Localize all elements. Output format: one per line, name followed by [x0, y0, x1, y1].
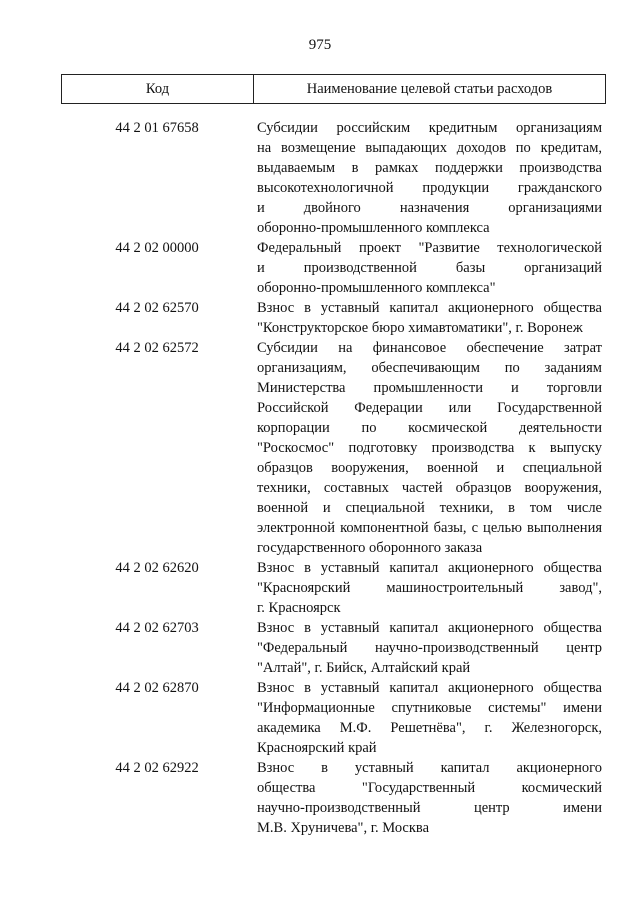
row-name-line: "Федеральный научно-производственный центр: [257, 640, 602, 656]
row-name-line: Российской Федерации или Государственной: [257, 400, 602, 416]
row-code: 44 2 02 00000: [115, 240, 199, 256]
row-name-line: общества "Государственный космический: [257, 780, 602, 796]
table-row: [61, 238, 606, 298]
row-name-line: корпорации по космической деятельности: [257, 420, 602, 436]
row-name-line: образцов вооружения, военной и специальной: [257, 460, 602, 476]
table-row: [61, 678, 606, 758]
table-row: [61, 618, 606, 678]
row-name-line: Субсидии на финансовое обеспечение затрат: [257, 340, 602, 356]
row-name-line: "Красноярский машиностроительный завод",: [257, 580, 602, 596]
table-body: [61, 118, 606, 838]
row-name-line: "Информационные спутниковые системы" имени: [257, 700, 602, 716]
row-name-line: Красноярский край: [257, 740, 377, 756]
row-code: 44 2 02 62922: [115, 760, 199, 776]
row-code: 44 2 01 67658: [115, 120, 199, 136]
row-name-line: М.В. Хруничева", г. Москва: [257, 820, 430, 836]
table-row: [61, 558, 606, 618]
row-name-line: организациям, обеспечивающим по заданиям: [257, 360, 602, 376]
row-name: [253, 238, 606, 298]
table-row: [61, 758, 606, 838]
table-header: [61, 74, 606, 104]
row-name: [253, 678, 606, 758]
header-name: Наименование целевой статьи расходов: [306, 80, 553, 97]
row-name-line: оборонно-промышленного комплекса: [257, 220, 490, 236]
row-name-line: высокотехнологичной продукции гражданского: [257, 180, 602, 196]
row-name-line: Министерства промышленности и торговли: [257, 380, 602, 396]
row-name-line: электронной компонентной базы, с целью выполнения: [257, 520, 602, 536]
row-name-line: военной и специальной техники, в том числе: [257, 500, 602, 516]
row-name: [253, 558, 606, 618]
row-name-line: Взнос в уставный капитал акционерного общества: [257, 620, 602, 636]
row-name-line: Взнос в уставный капитал акционерного общества: [257, 560, 602, 576]
table-row: [61, 118, 606, 238]
row-name: [253, 118, 606, 238]
row-name-line: г. Красноярск: [257, 600, 341, 616]
row-name-line: "Алтай", г. Бийск, Алтайский край: [257, 660, 471, 676]
row-name: [253, 618, 606, 678]
row-name: [253, 298, 606, 338]
row-name-line: оборонно-промышленного комплекса": [257, 280, 496, 296]
row-name-line: академика М.Ф. Решетнёва", г. Железногорск,: [257, 720, 602, 736]
row-name-line: Субсидии российским кредитным организациям: [257, 120, 602, 136]
row-code: 44 2 02 62703: [115, 620, 199, 636]
row-name-line: техники, составных частей образцов вооружения,: [257, 480, 602, 496]
table-row: [61, 298, 606, 338]
table-row: [61, 338, 606, 558]
row-name-line: и производственной базы организаций: [257, 260, 602, 276]
row-name-line: и двойного назначения организациями: [257, 200, 602, 216]
row-name: [253, 758, 606, 838]
row-name-line: Взнос в уставный капитал акционерного: [257, 760, 602, 776]
row-name-line: государственного оборонного заказа: [257, 540, 483, 556]
row-code: 44 2 02 62870: [115, 680, 199, 696]
row-name-line: научно-производственный центр имени: [257, 800, 602, 816]
row-code: 44 2 02 62570: [115, 300, 199, 316]
row-name-line: Взнос в уставный капитал акционерного общества: [257, 300, 602, 316]
row-code: 44 2 02 62572: [115, 340, 199, 356]
header-code: Код: [62, 75, 254, 103]
row-name-line: Взнос в уставный капитал акционерного общества: [257, 680, 602, 696]
row-name: [253, 338, 606, 558]
row-name-line: "Конструкторское бюро химавтоматики", г. Воронеж: [257, 320, 583, 336]
row-name-line: "Роскосмос" подготовку производства к выпуску: [257, 440, 602, 456]
page-number: 975: [308, 37, 332, 53]
row-code: 44 2 02 62620: [115, 560, 199, 576]
row-name-line: на возмещение выпадающих доходов по кредитам,: [257, 140, 602, 156]
row-name-line: Федеральный проект "Развитие технологической: [257, 240, 602, 256]
row-name-line: выдаваемым в рамках поддержки производства: [257, 160, 602, 176]
